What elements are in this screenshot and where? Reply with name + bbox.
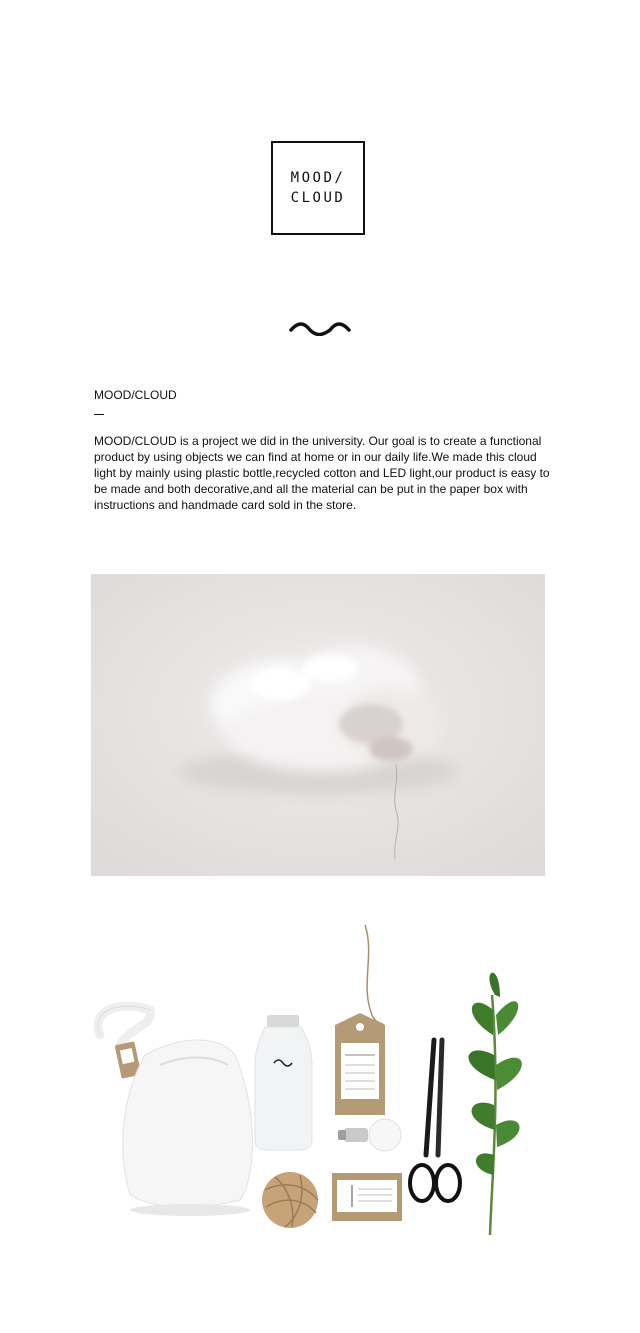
section-title: MOOD/CLOUD xyxy=(94,388,177,402)
project-description: MOOD/CLOUD is a project we did in the university. Our goal is to create a functional product by using objects we can find at home or in our daily life.We made this cloud light by mainly using plastic bottle,recycled cotton and LED light,our product is easy to be made and both decorative,and all the material can be put in the paper box with instructions and handmade card sold in the store. xyxy=(94,434,550,512)
wave-icon xyxy=(289,322,351,336)
title-divider xyxy=(94,414,104,415)
logo xyxy=(271,141,365,235)
logo-line-1: MOOD/ xyxy=(290,170,346,186)
product-kit-photo xyxy=(60,915,580,1255)
logo-line-2: CLOUD xyxy=(290,190,346,206)
cloud-lamp-photo xyxy=(91,574,545,876)
